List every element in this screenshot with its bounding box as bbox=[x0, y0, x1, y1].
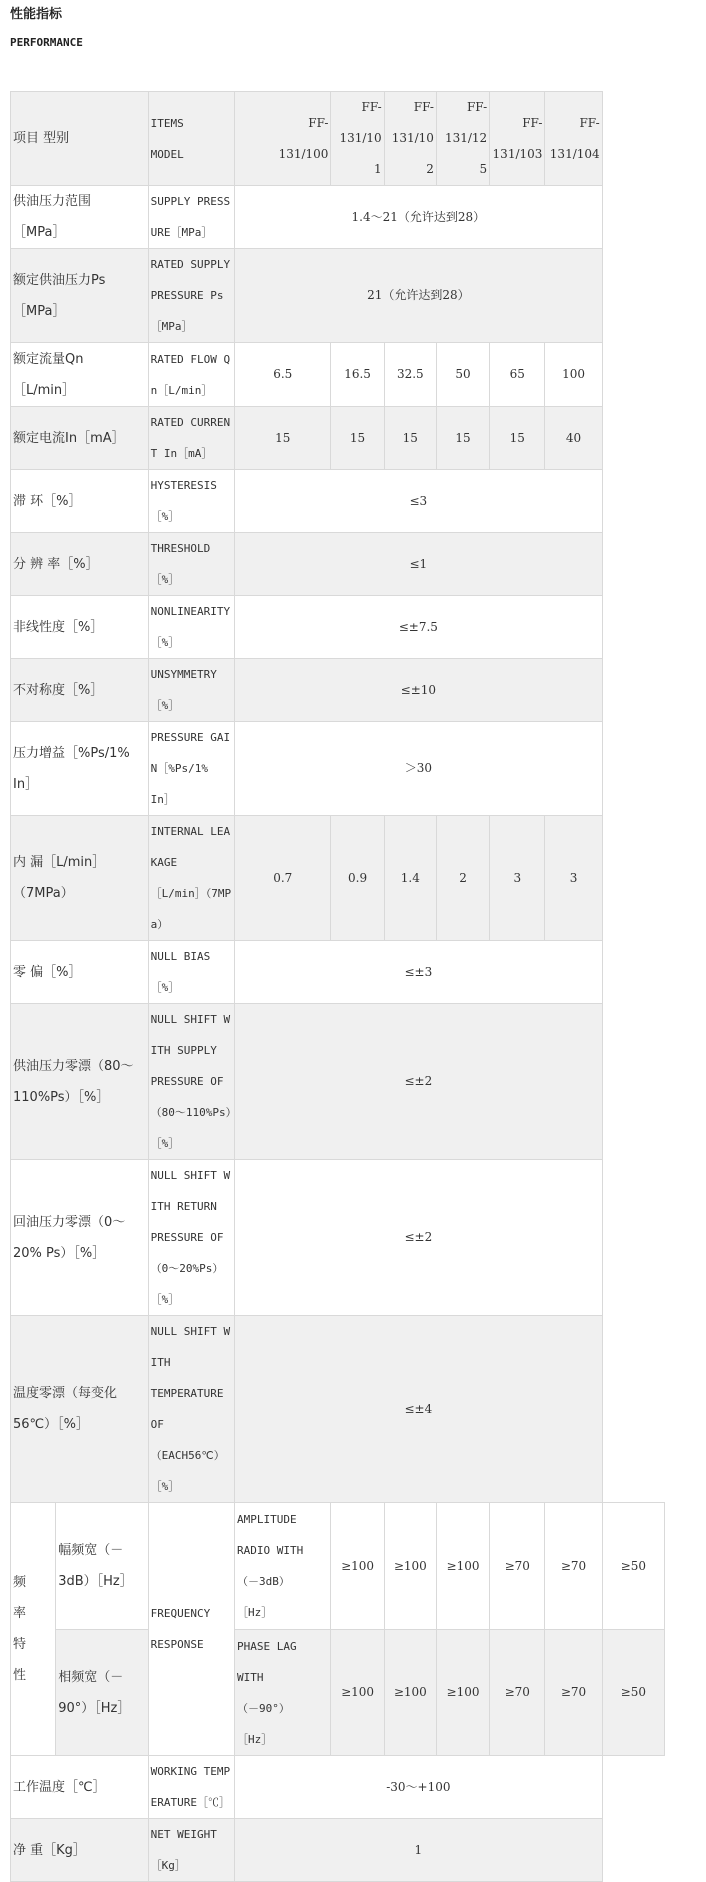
row-label-en: INTERNAL LEAKAGE ［L/min］（7MPa） bbox=[148, 816, 234, 941]
row-label-cn: 压力增益［%Ps/1% In］ bbox=[11, 722, 149, 816]
row-label-en: NULL SHIFT WITH RETURN PRESSURE OF （0～20%Ps）［%］ bbox=[148, 1160, 234, 1316]
row-label-en: NET WEIGHT［Kg］ bbox=[148, 1819, 234, 1882]
row-value: 15 bbox=[331, 407, 384, 470]
model-cell: FF- 131/102 bbox=[384, 92, 436, 186]
row-label-cn: 相频宽（－ 90°）［Hz］ bbox=[56, 1630, 148, 1756]
row-label-en: RATED FLOW Qn［L/min］ bbox=[148, 343, 234, 407]
table-row bbox=[11, 533, 665, 596]
row-label-en: SUPPLY PRESSURE［MPa］ bbox=[148, 186, 234, 249]
row-value: ≤±10 bbox=[235, 659, 603, 722]
row-value: 15 bbox=[490, 407, 545, 470]
row-value: ＞30 bbox=[235, 722, 603, 816]
row-value: -30～+100 bbox=[235, 1756, 603, 1819]
row-value: 65 bbox=[490, 343, 545, 407]
row-label-cn: 零 偏［%］ bbox=[11, 941, 149, 1004]
row-label-cn: 额定电流In［mA］ bbox=[11, 407, 149, 470]
row-label-en: RATED SUPPLY PRESSURE Ps ［MPa］ bbox=[148, 249, 234, 343]
row-value: ≥70 bbox=[545, 1630, 602, 1756]
row-label-en: NONLINEARITY［%］ bbox=[148, 596, 234, 659]
row-value: ≤3 bbox=[235, 470, 603, 533]
table-row bbox=[11, 722, 665, 816]
row-value: 2 bbox=[436, 816, 489, 941]
table-row bbox=[11, 1756, 665, 1819]
row-label-cn: 分 辨 率［%］ bbox=[11, 533, 149, 596]
table-row bbox=[11, 1316, 665, 1503]
performance-table bbox=[10, 91, 665, 1882]
row-value: 100 bbox=[545, 343, 602, 407]
row-value: ≥100 bbox=[331, 1630, 384, 1756]
row-label-en: UNSYMMETRY［%］ bbox=[148, 659, 234, 722]
row-sublabel-en: PHASE LAG WITH （－90°） ［Hz］ bbox=[235, 1630, 331, 1756]
row-value: 6.5 bbox=[235, 343, 331, 407]
row-value: ≤1 bbox=[235, 533, 603, 596]
row-label-en: HYSTERESIS［%］ bbox=[148, 470, 234, 533]
row-label-cn: 不对称度［%］ bbox=[11, 659, 149, 722]
model-cell: FF- 131/125 bbox=[436, 92, 489, 186]
table-row bbox=[11, 407, 665, 470]
row-label-en: NULL SHIFT WITH TEMPERATURE OF （EACH56℃）［%］ bbox=[148, 1316, 234, 1503]
row-label-cn: 内 漏［L/min］ （7MPa） bbox=[11, 816, 149, 941]
row-value: 50 bbox=[436, 343, 489, 407]
row-label-en: PRESSURE GAIN［%Ps/1% In］ bbox=[148, 722, 234, 816]
model-cell: FF- 131/104 bbox=[545, 92, 602, 186]
row-label-cn: 幅频宽（－ 3dB）［Hz］ bbox=[56, 1503, 148, 1630]
header-items-cn: 项目 型别 bbox=[11, 92, 149, 186]
row-value: 1 bbox=[235, 1819, 603, 1882]
row-value: 0.9 bbox=[331, 816, 384, 941]
row-label-cn: 供油压力零漂（80～ 110%Ps）［%］ bbox=[11, 1004, 149, 1160]
table-row bbox=[11, 186, 665, 249]
row-value: 32.5 bbox=[384, 343, 436, 407]
row-label-en: THRESHOLD［%］ bbox=[148, 533, 234, 596]
model-cell: FF- 131/103 bbox=[490, 92, 545, 186]
table-row bbox=[11, 941, 665, 1004]
row-value: 15 bbox=[235, 407, 331, 470]
row-label-cn: 净 重［Kg］ bbox=[11, 1819, 149, 1882]
table-row bbox=[11, 596, 665, 659]
row-label-en: WORKING TEMPERATURE［℃］ bbox=[148, 1756, 234, 1819]
row-value: ≥100 bbox=[384, 1503, 436, 1630]
row-value: ≤±3 bbox=[235, 941, 603, 1004]
row-label-cn: 工作温度［℃］ bbox=[11, 1756, 149, 1819]
model-cell: FF- 131/101 bbox=[331, 92, 384, 186]
row-value: 3 bbox=[545, 816, 602, 941]
row-label-cn: 额定流量Qn ［L/min］ bbox=[11, 343, 149, 407]
row-value: ≥100 bbox=[436, 1630, 489, 1756]
freq-label-en: FREQUENCY RESPONSE bbox=[148, 1503, 234, 1756]
table-row bbox=[11, 1004, 665, 1160]
row-value: 15 bbox=[384, 407, 436, 470]
row-value: 1.4 bbox=[384, 816, 436, 941]
table-row bbox=[11, 249, 665, 343]
row-value: ≤±7.5 bbox=[235, 596, 603, 659]
row-value: ≥70 bbox=[545, 1503, 602, 1630]
row-label-cn: 供油压力范围 ［MPa］ bbox=[11, 186, 149, 249]
row-label-cn: 回油压力零漂（0～ 20% Ps）［%］ bbox=[11, 1160, 149, 1316]
row-value: ≥70 bbox=[490, 1503, 545, 1630]
row-value: ≥50 bbox=[602, 1630, 664, 1756]
table-row bbox=[11, 1503, 665, 1630]
row-label-cn: 额定供油压力Ps ［MPa］ bbox=[11, 249, 149, 343]
row-label-en: NULL SHIFT WITH SUPPLY PRESSURE OF （80～110%Ps）［%］ bbox=[148, 1004, 234, 1160]
row-value: ≤±2 bbox=[235, 1004, 603, 1160]
row-value: 15 bbox=[436, 407, 489, 470]
row-value: ≥50 bbox=[602, 1503, 664, 1630]
row-value: 0.7 bbox=[235, 816, 331, 941]
row-sublabel-en: AMPLITUDE RADIO WITH （－3dB） ［Hz］ bbox=[235, 1503, 331, 1630]
row-label-cn: 非线性度［%］ bbox=[11, 596, 149, 659]
row-value: ≥100 bbox=[436, 1503, 489, 1630]
table-row bbox=[11, 659, 665, 722]
freq-label-cn: 频 率 特 性 bbox=[11, 1503, 56, 1756]
table-row bbox=[11, 1160, 665, 1316]
row-label-cn: 滞 环［%］ bbox=[11, 470, 149, 533]
row-value: 1.4～21（允许达到28） bbox=[235, 186, 603, 249]
table-row bbox=[11, 470, 665, 533]
table-row bbox=[11, 1819, 665, 1882]
row-value: ≥70 bbox=[490, 1630, 545, 1756]
row-label-en: NULL BIAS［%］ bbox=[148, 941, 234, 1004]
row-value: 3 bbox=[490, 816, 545, 941]
row-value: ≥100 bbox=[331, 1503, 384, 1630]
table-row bbox=[11, 343, 665, 407]
row-value: ≥100 bbox=[384, 1630, 436, 1756]
table-row bbox=[11, 1630, 665, 1756]
row-label-cn: 温度零漂（每变化 56℃）［%］ bbox=[11, 1316, 149, 1503]
table-header-row bbox=[11, 92, 665, 186]
row-label-en: RATED CURRENT In［mA］ bbox=[148, 407, 234, 470]
header-items-en: ITEMS MODEL bbox=[148, 92, 234, 186]
row-value: ≤±4 bbox=[235, 1316, 603, 1503]
row-value: ≤±2 bbox=[235, 1160, 603, 1316]
table-row bbox=[11, 816, 665, 941]
row-value: 40 bbox=[545, 407, 602, 470]
model-cell: FF- 131/100 bbox=[235, 92, 331, 186]
row-value: 21（允许达到28） bbox=[235, 249, 603, 343]
title-cn: 性能指标 bbox=[10, 7, 63, 22]
title-en: PERFORMANCE bbox=[10, 36, 83, 49]
row-value: 16.5 bbox=[331, 343, 384, 407]
